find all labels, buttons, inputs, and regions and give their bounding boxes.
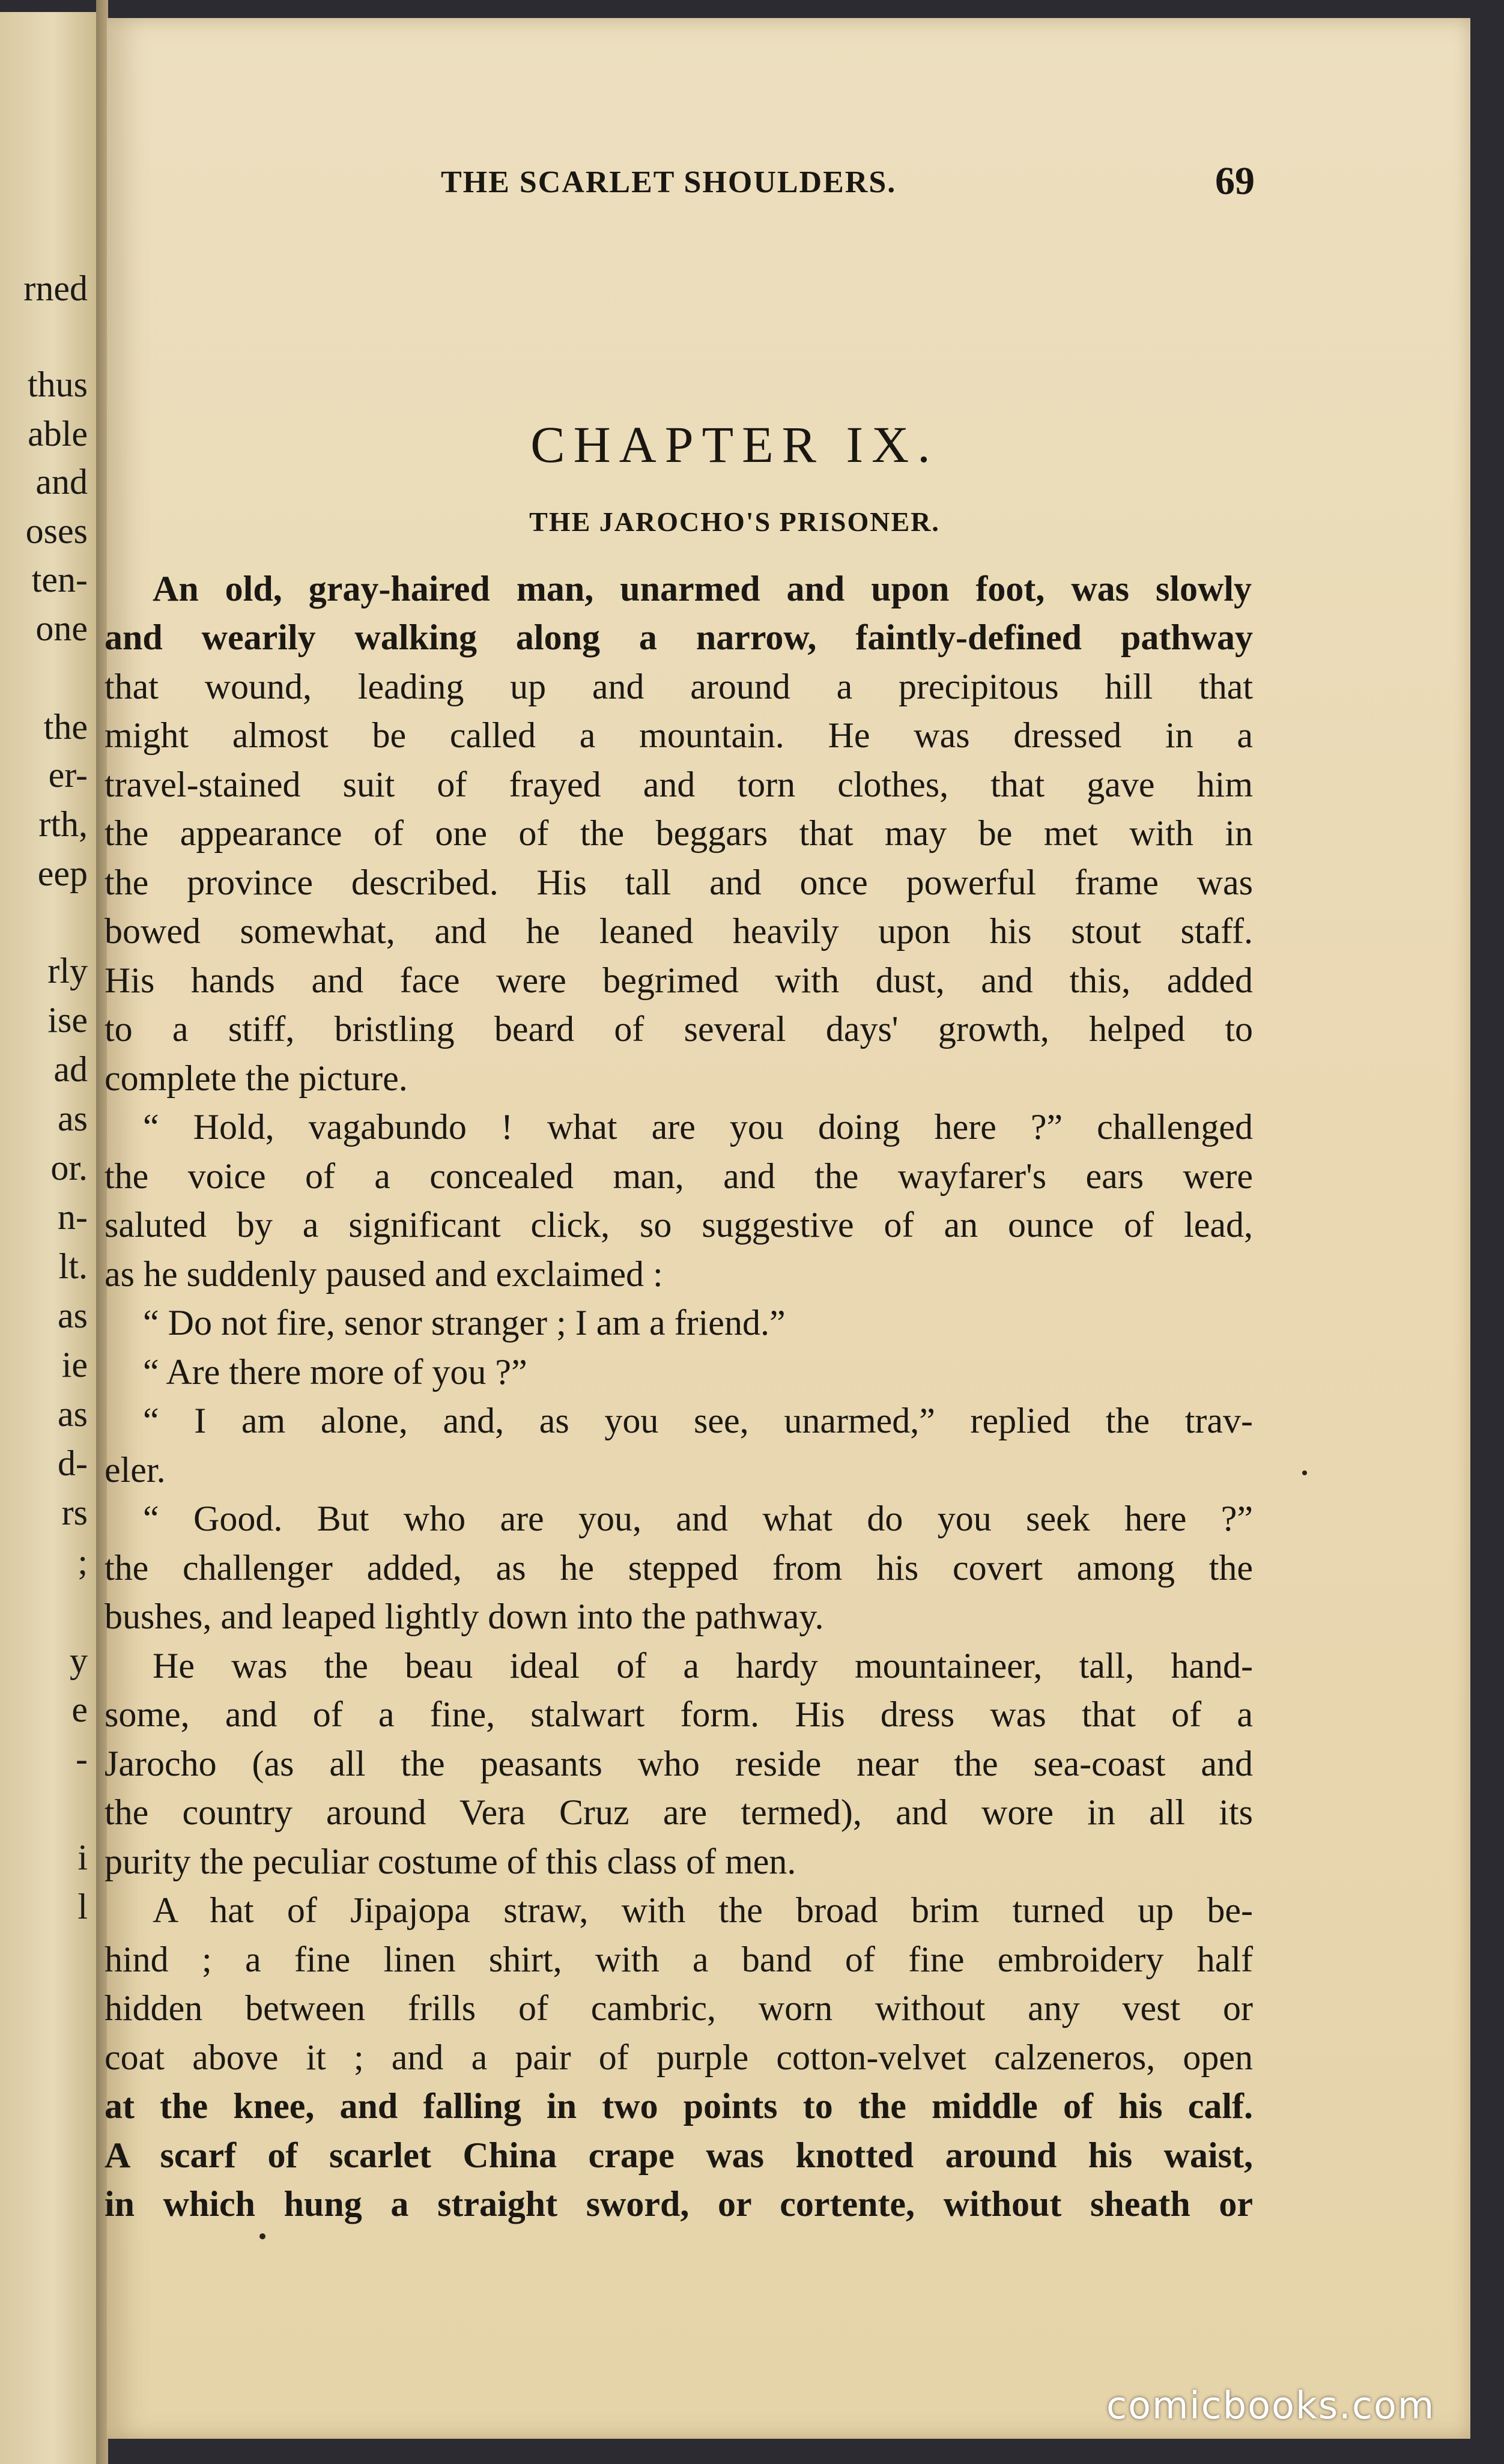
right-page	[107, 18, 1470, 2439]
text-line: Jarocho (as all the peasants who reside near the sea-coast and	[105, 1744, 1253, 1783]
text-line: at the knee, and falling in two points to the middle of his calf.	[105, 2086, 1253, 2126]
left-fragment: d-	[58, 1443, 88, 1483]
text-line: the province described. His tall and once powerful frame was	[105, 863, 1253, 902]
text-line: “ Good. But who are you, and what do you seek here ?”	[143, 1499, 1253, 1538]
left-fragment: as	[58, 1394, 88, 1434]
left-fragment: ten-	[31, 560, 88, 599]
left-fragment: l	[77, 1887, 88, 1926]
text-line: might almost be called a mountain. He was dressed in a	[105, 715, 1253, 755]
text-line: “ I am alone, and, as you see, unarmed,” replied the trav-	[143, 1401, 1253, 1440]
left-fragment: able	[28, 414, 88, 454]
left-fragment: as	[58, 1099, 88, 1138]
left-fragment: i	[77, 1837, 88, 1877]
left-fragment: ad	[53, 1049, 88, 1089]
text-line: saluted by a significant click, so suggestive of an ounce of lead,	[105, 1205, 1253, 1245]
text-line: that wound, leading up and around a precipitous hill that	[105, 667, 1253, 706]
left-page-edge	[0, 12, 96, 2464]
left-fragment: and	[35, 462, 88, 502]
text-line: complete the picture.	[105, 1058, 408, 1098]
text-line: travel-stained suit of frayed and torn clothes, that gave him	[105, 765, 1253, 804]
left-fragment: thus	[27, 365, 88, 404]
left-fragment: the	[43, 707, 88, 747]
left-fragment: eep	[37, 854, 88, 893]
text-line: the country around Vera Cruz are termed), and wore in all its	[105, 1792, 1253, 1832]
ink-speck	[1302, 1470, 1307, 1475]
left-fragment: ;	[77, 1542, 88, 1582]
text-line: hind ; a fine linen shirt, with a band of fine embroidery half	[105, 1940, 1253, 1979]
text-line: eler.	[105, 1450, 166, 1490]
text-line: as he suddenly paused and exclaimed :	[105, 1254, 663, 1294]
text-line: His hands and face were begrimed with dust, and this, added	[105, 960, 1253, 1000]
running-title: THE SCARLET SHOULDERS.	[441, 165, 897, 199]
text-line: hidden between frills of cambric, worn without any vest or	[105, 1988, 1253, 2028]
left-fragment: er-	[48, 755, 88, 795]
left-fragment: ie	[61, 1345, 88, 1385]
left-fragment: rs	[61, 1493, 88, 1532]
text-line: to a stiff, bristling beard of several days' growth, helped to	[105, 1009, 1253, 1049]
text-line: A scarf of scarlet China crape was knotted around his waist,	[105, 2135, 1253, 2175]
left-fragment: y	[70, 1640, 88, 1680]
text-line: some, and of a fine, stalwart form. His dress was that of a	[105, 1695, 1253, 1734]
left-fragment: lt.	[58, 1246, 88, 1286]
text-line: An old, gray-haired man, unarmed and upon foot, was slowly	[153, 569, 1252, 608]
page-number: 69	[1215, 159, 1255, 203]
chapter-subtitle: THE JAROCHO'S PRISONER.	[529, 506, 940, 537]
text-line: and wearily walking along a narrow, faintly-defined pathway	[105, 618, 1253, 657]
running-head	[107, 159, 1470, 207]
left-fragment: or.	[50, 1148, 88, 1188]
left-fragment: n-	[58, 1197, 88, 1237]
watermark: comicbooks.com	[1106, 2384, 1436, 2427]
chapter-title: CHAPTER IX.	[530, 416, 939, 473]
left-fragment: rly	[47, 951, 88, 991]
left-fragment: -	[76, 1739, 88, 1779]
text-line: in which hung a straight sword, or cortente, without sheath or	[105, 2184, 1253, 2224]
text-line: the voice of a concealed man, and the wayfarer's ears were	[105, 1156, 1253, 1196]
text-line: He was the beau ideal of a hardy mountaineer, tall, hand-	[153, 1646, 1253, 1686]
text-line: coat above it ; and a pair of purple cotton-velvet calzeneros, open	[105, 2038, 1253, 2077]
left-fragment: as	[58, 1296, 88, 1335]
text-line: “ Are there more of you ?”	[143, 1352, 527, 1392]
text-line: bowed somewhat, and he leaned heavily upon his stout staff.	[105, 911, 1253, 951]
text-line: bushes, and leaped lightly down into the pathway.	[105, 1597, 824, 1636]
text-line: the challenger added, as he stepped from his covert among the	[105, 1548, 1253, 1588]
left-fragment: rned	[23, 269, 88, 308]
left-fragment: e	[71, 1690, 88, 1729]
left-fragment: oses	[25, 511, 88, 551]
text-line: the appearance of one of the beggars that may be met with in	[105, 813, 1253, 853]
text-line: “ Do not fire, senor stranger ; I am a friend.”	[143, 1303, 786, 1343]
left-fragment: ise	[47, 1000, 88, 1040]
text-line: A hat of Jipajopa straw, with the broad brim turned up be-	[153, 1890, 1253, 1930]
ink-speck	[259, 2233, 265, 2239]
text-line: “ Hold, vagabundo ! what are you doing here ?” challenged	[143, 1107, 1253, 1147]
left-fragment: rth,	[38, 804, 88, 844]
text-line: purity the peculiar costume of this class of men.	[105, 1842, 796, 1881]
left-fragment: one	[35, 608, 88, 648]
